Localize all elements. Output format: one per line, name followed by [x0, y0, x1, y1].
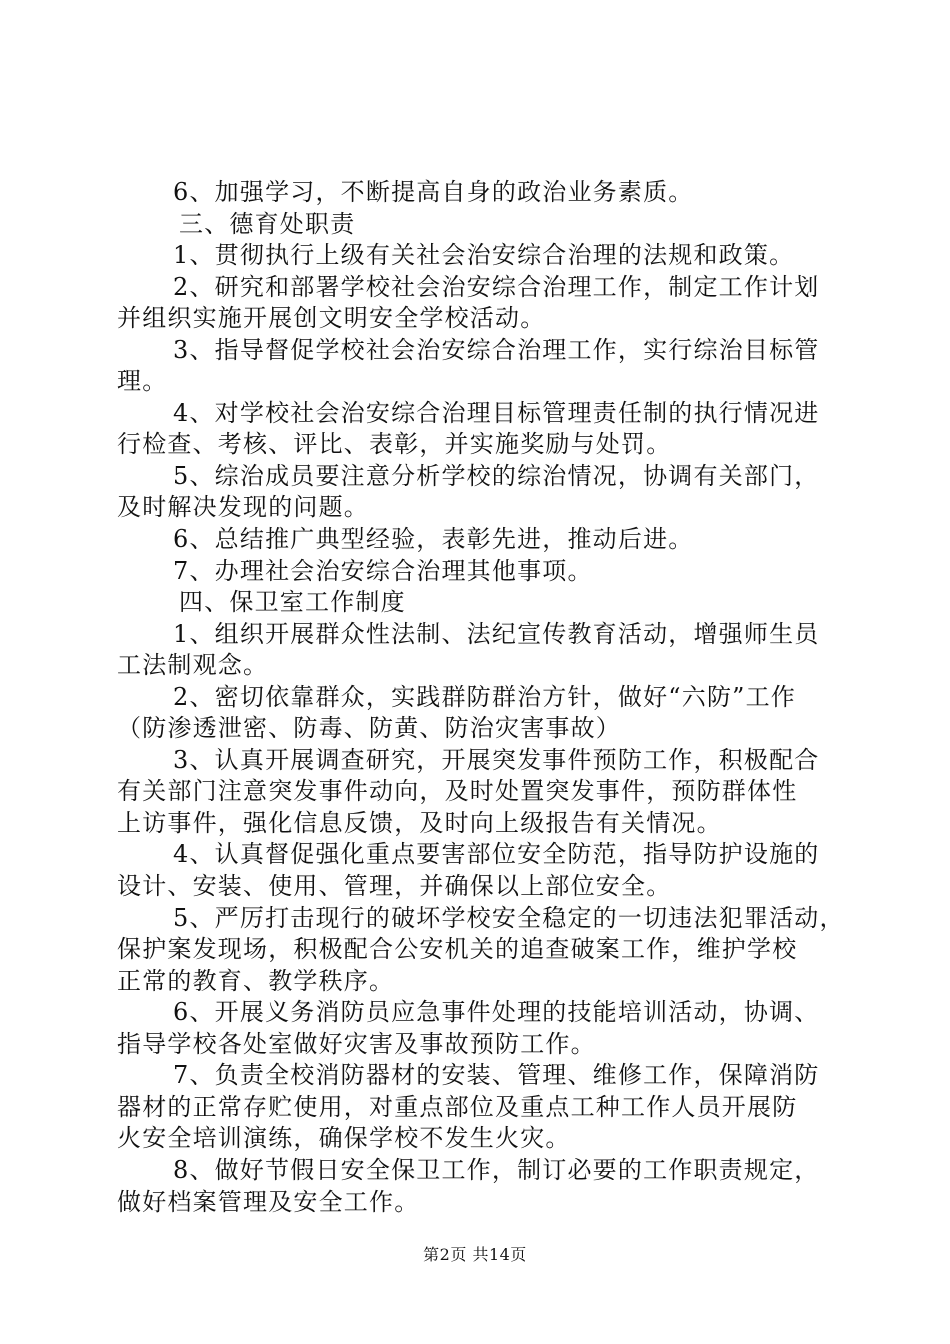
- list-item: 6、总结推广典型经验，表彰先进，推动后进。: [173, 525, 694, 554]
- list-item: 1、贯彻执行上级有关社会治安综合治理的法规和政策。: [173, 241, 795, 270]
- list-item-continuation: 火安全培训演练，确保学校不发生火灾。: [117, 1124, 571, 1153]
- list-item: 4、认真督促强化重点要害部位安全防范，指导防护设施的: [173, 840, 820, 869]
- list-item-continuation: 器材的正常存贮使用，对重点部位及重点工种工作人员开展防: [117, 1092, 798, 1121]
- list-item: 8、做好节假日安全保卫工作，制订必要的工作职责规定，: [173, 1155, 820, 1184]
- list-item: 2、密切依靠群众，实践群防群治方针，做好“六防”工作: [173, 682, 797, 711]
- list-item: 5、综治成员要注意分析学校的综治情况，协调有关部门，: [173, 461, 820, 490]
- list-item-continuation: 指导学校各处室做好灾害及事故预防工作。: [117, 1029, 596, 1058]
- list-item-continuation: 设计、安装、使用、管理，并确保以上部位安全。: [117, 872, 672, 901]
- page-number-footer: 第2页 共14页: [423, 1245, 527, 1264]
- list-item: 7、负责全校消防器材的安装、管理、维修工作，保障消防: [173, 1061, 820, 1090]
- list-item: 6、开展义务消防员应急事件处理的技能培训活动，协调、: [173, 998, 820, 1027]
- list-item: 4、对学校社会治安综合治理目标管理责任制的执行情况进: [173, 398, 820, 427]
- list-item-continuation: （防渗透泄密、防毒、防黄、防治灾害事故）: [117, 714, 621, 743]
- section-heading: 三、德育处职责: [179, 209, 356, 238]
- list-item-continuation: 理。: [117, 367, 168, 396]
- list-item: 7、办理社会治安综合治理其他事项。: [173, 556, 593, 585]
- list-item: 6、加强学习，不断提高自身的政治业务素质。: [173, 178, 694, 206]
- list-item-continuation: 做好档案管理及安全工作。: [117, 1187, 420, 1216]
- list-item: 3、指导督促学校社会治安综合治理工作，实行综治目标管: [173, 335, 820, 364]
- list-item-continuation: 并组织实施开展创文明安全学校活动。: [117, 304, 546, 333]
- list-item-continuation: 及时解决发现的问题。: [117, 493, 369, 522]
- list-item: 2、研究和部署学校社会治安综合治理工作，制定工作计划: [173, 272, 820, 301]
- list-item: 3、认真开展调查研究，开展突发事件预防工作，积极配合: [173, 745, 820, 774]
- list-item-continuation: 保护案发现场，积极配合公安机关的追查破案工作，维护学校: [117, 935, 798, 964]
- list-item-continuation: 工法制观念。: [117, 651, 269, 680]
- list-item-continuation: 正常的教育、教学秩序。: [117, 966, 395, 995]
- list-item-continuation: 行检查、考核、评比、表彰，并实施奖励与处罚。: [117, 430, 672, 459]
- document-body: [117, 177, 845, 1218]
- list-item: 5、严厉打击现行的破坏学校安全稳定的一切违法犯罪活动，: [173, 903, 845, 932]
- list-item-continuation: 上访事件，强化信息反馈，及时向上级报告有关情况。: [117, 808, 722, 837]
- section-heading: 四、保卫室工作制度: [179, 588, 406, 617]
- list-item-continuation: 有关部门注意突发事件动向，及时处置突发事件，预防群体性: [117, 777, 798, 806]
- list-item: 1、组织开展群众性法制、法纪宣传教育活动，增强师生员: [173, 619, 820, 648]
